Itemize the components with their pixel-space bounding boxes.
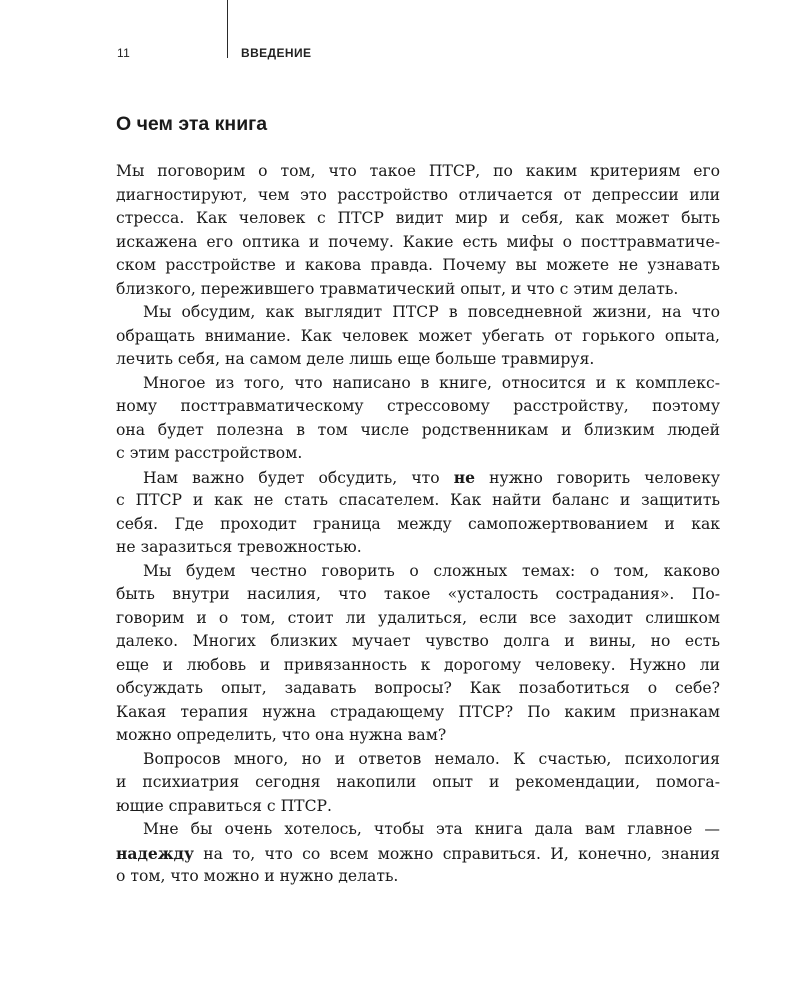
text-segment: нужно говорить человеку xyxy=(475,468,720,487)
text-line xyxy=(116,466,720,490)
text-segment: на то, что со всем можно справиться. И, конечно, знания xyxy=(193,844,720,863)
text-line: стресса. Как человек с ПТСР видит мир и себя, как может быть xyxy=(116,209,720,227)
page-number: 11 xyxy=(117,46,131,60)
header-divider xyxy=(227,0,228,58)
text-line: Мы обсудим, как выглядит ПТСР в повседневной жизни, на что xyxy=(143,303,720,321)
text-line: еще и любовь и привязанность к дорогому человеку. Нужно ли xyxy=(116,655,720,674)
text-line: близкого, пережившего травматический опыт, и что с этим делать. xyxy=(116,279,679,298)
text-line: ском расстройстве и какова правда. Почему вы можете не узнавать xyxy=(116,256,720,274)
text-line: лечить себя, на самом деле лишь еще больше травмируя. xyxy=(116,350,595,368)
text-line: Мне бы очень хотелось, чтобы эта книга дала вам главное — xyxy=(143,820,720,838)
text-line: о том, что можно и нужно делать. xyxy=(116,867,399,885)
text-line: Мы поговорим о том, что такое ПТСР, по каким критериям его xyxy=(116,162,720,180)
text-line: обращать внимание. Как человек может убегать от горького опыта, xyxy=(116,326,720,345)
text-line: себя. Где проходит граница между самопожертвованием и как xyxy=(116,514,720,533)
text-line xyxy=(116,842,720,866)
section-title: О чем эта книга xyxy=(116,113,268,135)
text-line: далеко. Многих близких мучает чувство долга и вины, но есть xyxy=(116,632,720,650)
text-line: с ПТСР и как не стать спасателем. Как найти баланс и защитить xyxy=(116,491,720,509)
text-line: диагностируют, чем это расстройство отличается от депрессии или xyxy=(116,185,720,204)
text-line: Многое из того, что написано в книге, относится и к комплекс- xyxy=(143,373,720,392)
text-line: ному посттравматическому стрессовому расстройству, поэтому xyxy=(116,397,720,415)
text-line: быть внутри насилия, что такое «усталость сострадания». По- xyxy=(116,585,720,603)
text-line: обсуждать опыт, задавать вопросы? Как позаботиться о себе? xyxy=(116,679,720,697)
text-line: Какая терапия нужна страдающему ПТСР? По каким признакам xyxy=(116,702,720,721)
emphasis-hope: надежду xyxy=(116,843,194,863)
text-line: с этим расстройством. xyxy=(116,444,303,462)
running-head: ВВЕДЕНИЕ xyxy=(241,46,312,60)
text-line: ющие справиться с ПТСР. xyxy=(116,796,332,815)
text-line: искажена его оптика и почему. Какие есть мифы о посттравматиче- xyxy=(116,232,720,251)
body-text xyxy=(116,160,720,889)
text-line: не заразиться тревожностью. xyxy=(116,538,362,556)
emphasis-not: не xyxy=(453,467,476,487)
text-line: и психиатрия сегодня накопили опыт и рекомендации, помога- xyxy=(116,773,720,791)
text-line: она будет полезна в том числе родственникам и близким людей xyxy=(116,420,720,439)
text-line: Мы будем честно говорить о сложных темах: о том, каково xyxy=(143,561,720,580)
text-line: можно определить, что она нужна вам? xyxy=(116,726,447,744)
text-line: говорим и о том, стоит ли удалиться, если все заходит слишком xyxy=(116,608,720,627)
text-line: Вопросов много, но и ответов немало. К счастью, психология xyxy=(143,749,720,768)
text-segment: Нам важно будет обсудить, что xyxy=(143,468,454,487)
